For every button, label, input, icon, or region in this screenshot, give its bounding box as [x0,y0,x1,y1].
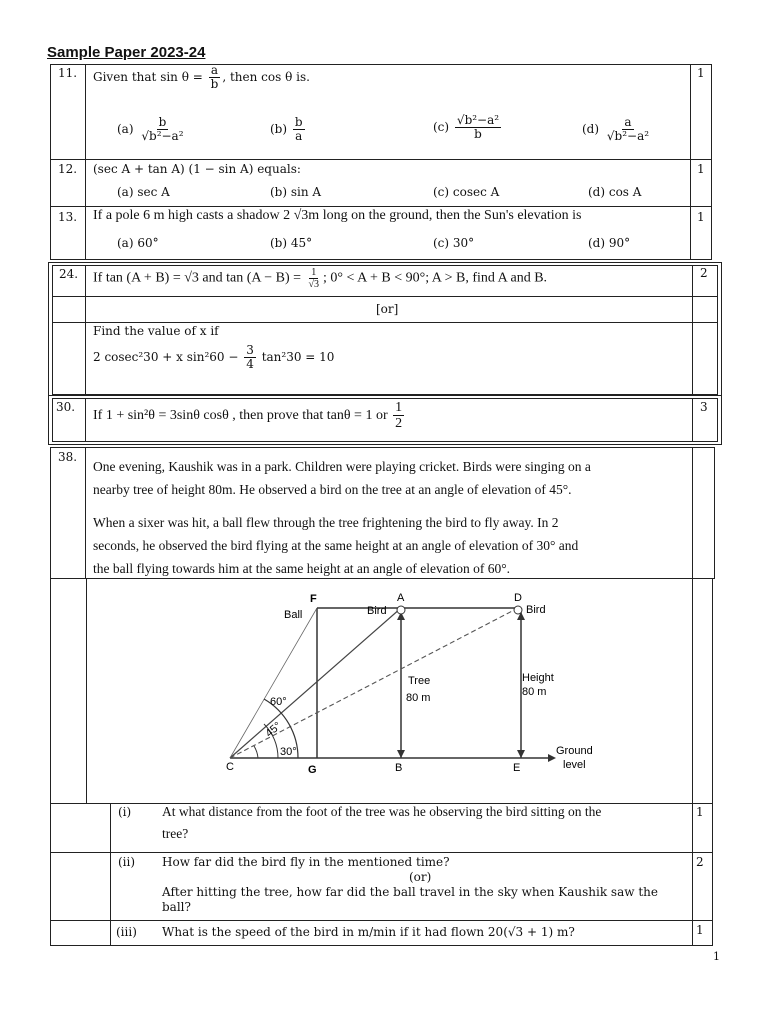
case-paragraph-line: nearby tree of height 80m. He observed a bird on the tree at an angle of elevation of 45°. [93,482,572,497]
label-c: C [226,761,234,773]
page-title: Sample Paper 2023-24 [47,44,206,61]
ground-arrow [548,754,556,762]
option-d: (d) 90° [588,236,631,250]
question-number: 13. [58,210,78,224]
marks: 1 [696,923,704,937]
page-number: 1 [713,950,720,963]
sight-line-45 [230,608,401,758]
sub-question-text: ball? [162,900,191,914]
label-angle-30: 30° [280,746,297,758]
option-c: (c) $\frac{\text{√b²−a²}}{b}$ [433,113,500,142]
sub-question-text: At what distance from the foot of the tree was he observing the bird sitting on the [162,804,602,819]
case-paragraph-line: seconds, he observed the bird flying at the same height at an angle of elevation of 30° and [93,538,579,553]
sub-question-label: (iii) [116,925,137,939]
or-separator: [or] [376,302,399,316]
label-angle-45: 45° [263,719,284,740]
label-e: E [513,762,521,774]
label-bird-2: Bird [526,604,546,616]
label-ground: Ground [556,745,593,757]
question-13-text: If a pole 6 m high casts a shadow 2 √3m long on the ground, then the Sun's elevation is [93,208,582,223]
question-number: 24. [59,267,79,281]
option-c: (c) 30° [433,236,475,250]
marks: 3 [700,400,708,414]
question-number: 12. [58,162,78,176]
label-angle-60: 60° [270,696,287,708]
option-c: (c) cosec A [433,185,500,199]
case-paragraph-line: When a sixer was hit, a ball flew through the tree frightening the bird to fly away. In 2 [93,515,559,530]
label-d: D [514,592,522,604]
option-a: (a) $\frac{b}{\text{√b²−a²}}$ [117,115,184,144]
label-level: level [563,759,586,771]
sub-question-label: (ii) [118,855,136,869]
marks: 2 [700,266,708,280]
label-height-value: 80 m [522,686,547,698]
label-bird-1: Bird [367,605,387,617]
question-number: 30. [56,400,76,414]
option-d: (d) cos A [588,185,642,199]
question-11-text: Given that sin θ = $\frac{a}{b}$ , then cos θ is. [93,63,310,92]
label-a: A [397,592,405,604]
sub-question-text: tree? [162,826,189,841]
label-height: Height [522,672,554,684]
question-12-text: (sec A + tan A) (1 − sin A) equals: [93,162,301,176]
alt-question-equation: 2 cosec²30 + x sin²60 − $\frac{3}{4}$ tan²30 = 10 [93,343,335,372]
bird-icon [397,606,405,614]
marks: 1 [697,162,705,176]
label-g: G [308,764,317,776]
question-number: 38. [58,450,78,464]
sub-question-text: After hitting the tree, how far did the ball travel in the sky when Kaushik saw the [162,885,658,899]
label-tree: Tree [408,675,431,687]
question-number: 11. [58,66,78,80]
label-b: B [395,762,403,774]
marks: 2 [696,855,704,869]
label-f: F [310,593,317,605]
marks: 1 [697,210,705,224]
sub-question-text: What is the speed of the bird in m/min if it had flown 20(√3 + 1) m? [162,925,575,939]
bird-icon [514,606,522,614]
label-ball: Ball [284,609,303,621]
question-24-text: If tan (A + B) = √3 and tan (A − B) = $\frac{1}{√3}$ ; 0° < A + B < 90°; A > B, find A and B. [93,267,548,290]
elevation-diagram [86,580,692,802]
option-b: (b) sin A [270,185,322,199]
question-30-text: If 1 + sin²θ = 3sinθ cosθ , then prove that tanθ = 1 or $\frac{1}{2}$ [93,400,403,432]
case-paragraph-line: the ball flying towards him at the same height at an angle of elevation of 60°. [93,561,511,576]
option-b: (b) $\frac{b}{a}$ [270,115,303,144]
marks: 1 [697,66,705,80]
option-a: (a) sec A [117,185,170,199]
sub-question-label: (i) [118,805,132,819]
or-separator: (or) [409,870,432,884]
arc-30 [254,746,258,758]
label-tree-height: 80 m [406,692,431,704]
option-a: (a) 60° [117,236,159,250]
option-d: (d) $\frac{a}{\text{√b²−a²}}$ [582,115,650,144]
marks: 1 [696,805,704,819]
alt-question-intro: Find the value of x if [93,324,219,338]
case-paragraph-line: One evening, Kaushik was in a park. Children were playing cricket. Birds were singing on a [93,459,591,474]
option-b: (b) 45° [270,236,313,250]
sub-question-text: How far did the bird fly in the mentioned time? [162,855,450,869]
